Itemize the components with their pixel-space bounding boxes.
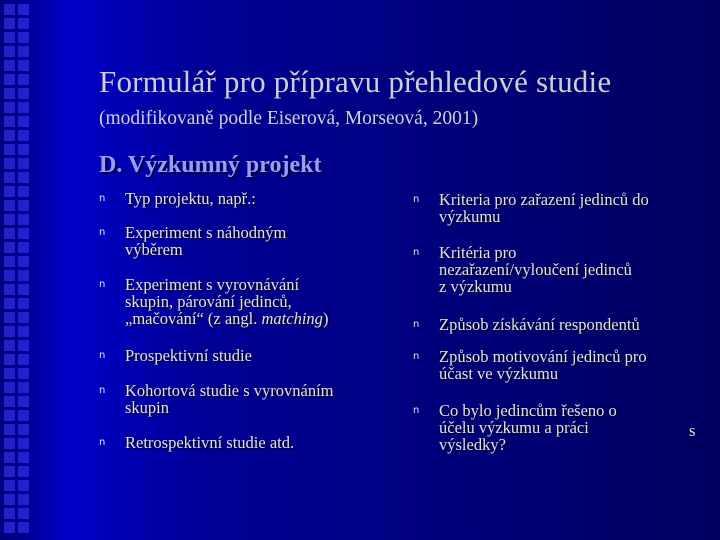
decorative-square — [18, 256, 29, 267]
left-item-2 — [125, 224, 385, 258]
right-item-4 — [439, 348, 709, 382]
decorative-square — [4, 270, 15, 281]
left-item-6 — [125, 434, 385, 451]
decorative-square — [4, 102, 15, 113]
bullet-icon: n — [413, 405, 420, 416]
decorative-square — [4, 438, 15, 449]
decorative-square — [18, 158, 29, 169]
left-item-2-line-1: Experiment s náhodným — [125, 223, 287, 242]
decorative-square — [4, 494, 15, 505]
decorative-square — [4, 312, 15, 323]
right-item-4-line-1: Způsob motivování jedinců pro — [439, 347, 647, 366]
left-item-3-line-3-prefix: „mačování“ (z angl. — [125, 309, 262, 328]
decorative-square — [4, 32, 15, 43]
decorative-square — [18, 4, 29, 15]
left-item-3-line-3-suffix: ) — [322, 309, 329, 328]
decorative-square — [18, 298, 29, 309]
decorative-square — [18, 284, 29, 295]
decorative-square — [4, 480, 15, 491]
decorative-square — [4, 256, 15, 267]
decorative-square — [18, 130, 29, 141]
decorative-square — [4, 354, 15, 365]
right-item-2-line-3: z výzkumu — [439, 277, 512, 296]
left-item-5 — [125, 382, 395, 416]
left-item-5-line-1: Kohortová studie s vyrovnáním — [125, 381, 334, 400]
right-item-5-line-3: výsledky? — [439, 435, 506, 454]
decorative-square — [18, 18, 29, 29]
decorative-square — [18, 144, 29, 155]
right-item-1 — [439, 191, 709, 225]
decorative-square — [4, 46, 15, 57]
decorative-square — [18, 214, 29, 225]
decorative-square — [4, 60, 15, 71]
decorative-square — [4, 326, 15, 337]
decorative-square — [4, 508, 15, 519]
left-item-1 — [125, 190, 385, 207]
left-item-3-line-1: Experiment s vyrovnávání — [125, 275, 300, 294]
left-item-3 — [125, 276, 395, 327]
bullet-icon: n — [413, 319, 420, 330]
decorative-square — [18, 368, 29, 379]
decorative-square — [18, 200, 29, 211]
decorative-square — [4, 452, 15, 463]
decorative-square — [18, 410, 29, 421]
decorative-square — [18, 452, 29, 463]
decorative-square — [18, 242, 29, 253]
decorative-square — [4, 214, 15, 225]
decorative-square — [4, 88, 15, 99]
right-item-2 — [439, 244, 709, 295]
decorative-square — [18, 522, 29, 533]
section-heading: D. Výzkumný projekt — [99, 152, 322, 178]
bullet-icon: n — [99, 193, 106, 204]
decorative-square — [4, 424, 15, 435]
left-item-1-line-1: Typ projektu, např.: — [125, 189, 256, 208]
left-item-3-line-3-italic: matching — [261, 309, 323, 328]
right-item-5-line-2: účelu výzkumu a práci — [439, 418, 589, 437]
bullet-icon: n — [99, 437, 106, 448]
right-item-5 — [439, 402, 669, 453]
decorative-square — [4, 340, 15, 351]
decorative-square — [18, 172, 29, 183]
decorative-square — [18, 480, 29, 491]
decorative-square — [18, 466, 29, 477]
decorative-square — [4, 522, 15, 533]
decorative-square — [4, 410, 15, 421]
decorative-square — [4, 18, 15, 29]
right-item-3 — [439, 316, 709, 333]
decorative-square — [18, 60, 29, 71]
decorative-square — [4, 116, 15, 127]
slide-subtitle: (modifikovaně podle Eiserová, Morseová, 2001) — [99, 108, 479, 129]
decorative-square — [18, 340, 29, 351]
decorative-square — [4, 382, 15, 393]
decorative-square — [18, 494, 29, 505]
bullet-icon: n — [99, 227, 106, 238]
decorative-square — [18, 326, 29, 337]
decorative-square-strip — [0, 0, 86, 540]
decorative-square — [18, 396, 29, 407]
decorative-square — [18, 102, 29, 113]
right-item-2-line-1: Kritéria pro — [439, 243, 517, 262]
left-item-4 — [125, 347, 385, 364]
left-item-3-line-2: skupin, párování jedinců, — [125, 292, 292, 311]
decorative-square — [4, 186, 15, 197]
right-item-3-line-1: Způsob získávání respondentů — [439, 315, 640, 334]
decorative-square — [4, 74, 15, 85]
left-item-6-line-1: Retrospektivní studie atd. — [125, 433, 295, 452]
decorative-square — [4, 144, 15, 155]
decorative-square — [4, 172, 15, 183]
bullet-icon: n — [99, 385, 106, 396]
decorative-square — [4, 368, 15, 379]
bullet-icon: n — [99, 350, 106, 361]
right-item-4-line-2: účast ve výzkumu — [439, 364, 559, 383]
decorative-square — [18, 186, 29, 197]
decorative-square — [4, 158, 15, 169]
bullet-icon: n — [413, 351, 420, 362]
decorative-square — [18, 88, 29, 99]
decorative-square — [4, 228, 15, 239]
decorative-square — [18, 424, 29, 435]
left-item-2-line-2: výběrem — [125, 240, 183, 259]
decorative-square — [18, 32, 29, 43]
decorative-square — [18, 228, 29, 239]
decorative-square — [4, 396, 15, 407]
decorative-square — [4, 466, 15, 477]
decorative-square — [18, 438, 29, 449]
right-item-1-line-1: Kriteria pro zařazení jedinců do — [439, 190, 649, 209]
bullet-icon: n — [413, 247, 420, 258]
bullet-icon: n — [413, 194, 420, 205]
decorative-square — [18, 382, 29, 393]
decorative-square — [4, 200, 15, 211]
right-item-5-line-1: Co bylo jedincům řešeno o — [439, 401, 617, 420]
decorative-square — [4, 284, 15, 295]
decorative-square — [18, 508, 29, 519]
decorative-square — [18, 354, 29, 365]
slide-title: Formulář pro přípravu přehledové studie — [99, 64, 612, 99]
right-item-2-line-2: nezařazení/vyloučení jedinců — [439, 260, 632, 279]
decorative-square — [18, 74, 29, 85]
bullet-icon: n — [99, 279, 106, 290]
decorative-square — [18, 270, 29, 281]
left-item-5-line-2: skupin — [125, 398, 170, 417]
decorative-square — [4, 242, 15, 253]
decorative-square — [18, 116, 29, 127]
decorative-square — [4, 130, 15, 141]
decorative-square — [18, 46, 29, 57]
left-item-4-line-1: Prospektivní studie — [125, 346, 252, 365]
right-item-5-trailing: s — [689, 421, 696, 440]
decorative-square — [4, 298, 15, 309]
decorative-square — [4, 4, 15, 15]
decorative-square — [18, 312, 29, 323]
right-item-1-line-2: výzkumu — [439, 207, 501, 226]
